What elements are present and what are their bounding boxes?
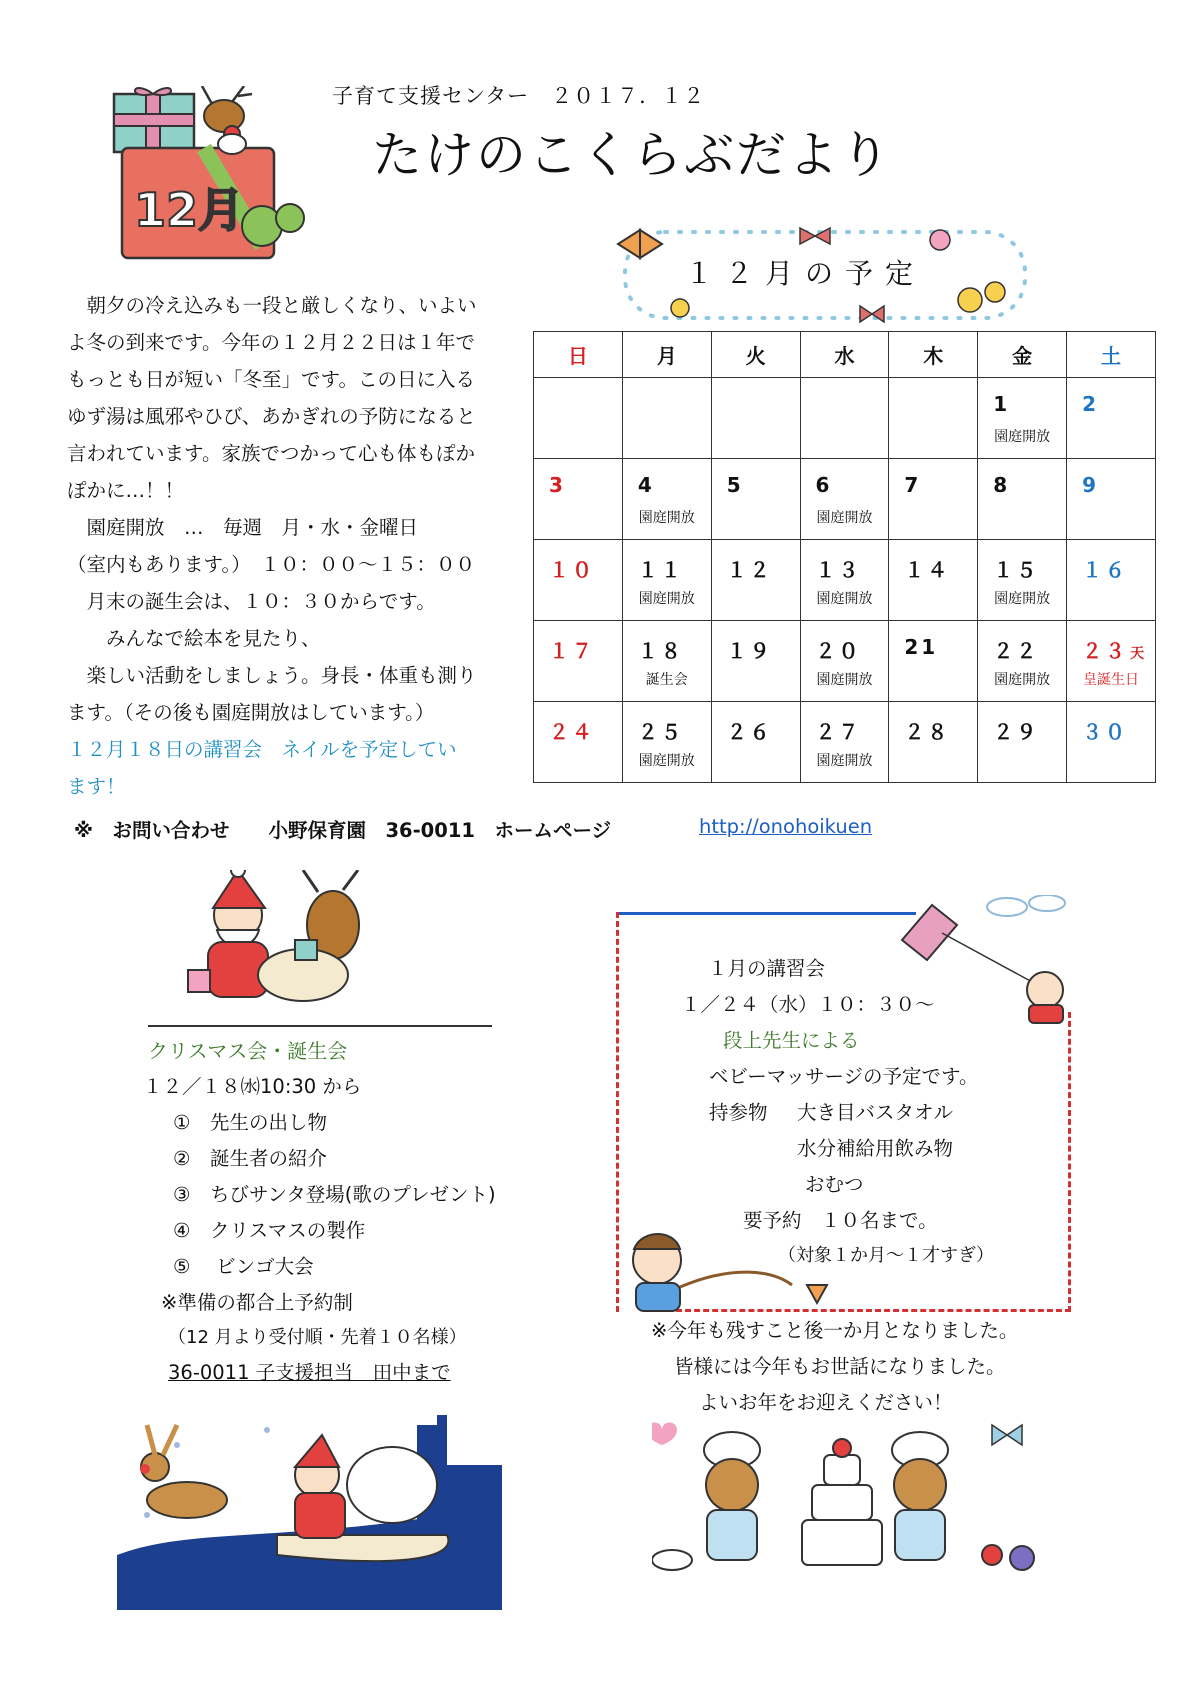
christmas-party-title: クリスマス会・誕生会 bbox=[148, 1039, 348, 1063]
program-item: ① 先生の出し物 bbox=[173, 1111, 327, 1134]
day-event: 誕生会 bbox=[645, 672, 688, 688]
day-number: １６ bbox=[1082, 558, 1129, 582]
day-number: ２７ bbox=[815, 720, 862, 744]
calendar-day-cell bbox=[1067, 621, 1156, 702]
calendar-day-cell bbox=[622, 540, 711, 621]
calendar-day-cell bbox=[534, 621, 623, 702]
calendar-week-row bbox=[534, 540, 1156, 621]
calendar-week-row bbox=[534, 378, 1156, 459]
program-item: ② 誕生者の紹介 bbox=[173, 1147, 327, 1170]
day-number: １２ bbox=[726, 558, 773, 582]
day-number: 8 bbox=[993, 473, 1011, 497]
reservation-required: 要予約 １０名まで。 bbox=[743, 1209, 938, 1232]
calendar-day-cell bbox=[534, 702, 623, 783]
day-number: 9 bbox=[1082, 473, 1099, 497]
reservation-detail: （12 月より受付順・先着１０名様） bbox=[168, 1327, 467, 1348]
calendar-day-cell bbox=[889, 621, 978, 702]
calendar-day-cell bbox=[711, 459, 800, 540]
calendar-day-cell bbox=[711, 702, 800, 783]
calendar-day-cell bbox=[711, 621, 800, 702]
intro-line: ぽかに…！！ bbox=[67, 479, 185, 502]
day-number: １９ bbox=[726, 639, 773, 663]
calendar-day-cell bbox=[978, 378, 1067, 459]
day-number: １１ bbox=[637, 558, 684, 582]
frame-top-edge bbox=[616, 912, 916, 915]
santa-sleigh-night-illustration bbox=[117, 1405, 502, 1610]
program-item: ④ クリスマスの製作 bbox=[173, 1219, 366, 1242]
calendar-day-cell bbox=[800, 540, 889, 621]
day-event: 園庭開放 bbox=[638, 591, 695, 607]
calendar-day-cell bbox=[889, 378, 978, 459]
target-age: （対象１か月～１才すぎ） bbox=[778, 1245, 994, 1266]
intro-line: 月末の誕生会は、１０：３０からです。 bbox=[67, 590, 436, 613]
day-number: 7 bbox=[904, 473, 922, 497]
weekday-header: 日 bbox=[534, 332, 623, 378]
calendar-day-cell bbox=[800, 702, 889, 783]
calendar-day-cell bbox=[978, 540, 1067, 621]
calendar-day-cell bbox=[534, 540, 623, 621]
calendar-day-cell bbox=[1067, 702, 1156, 783]
day-number: 5 bbox=[726, 473, 744, 497]
day-number: ２９ bbox=[993, 720, 1040, 744]
christmas-party-date: １２／１８㈬10:30 から bbox=[143, 1075, 362, 1098]
day-number: １３ bbox=[815, 558, 862, 582]
reservation-note: ※準備の都合上予約制 bbox=[161, 1291, 353, 1314]
day-number: ２２ bbox=[993, 639, 1040, 663]
holiday-event: 皇誕生日 bbox=[1083, 672, 1140, 688]
calendar-day-cell bbox=[711, 540, 800, 621]
intro-line: ゆず湯は風邪やひび、あかぎれの予防になると bbox=[67, 405, 476, 428]
day-number: 1 bbox=[993, 392, 1011, 416]
intro-line: 言われています。家族でつかって心も体もぽか bbox=[67, 442, 475, 465]
day-event: 園庭開放 bbox=[994, 429, 1051, 445]
day-number: 3 bbox=[549, 473, 566, 497]
january-workshop-datetime: １／２４（水）１０：３０～ bbox=[681, 993, 935, 1016]
day-number: ２０ bbox=[815, 639, 862, 663]
contact-line: ※ お問い合わせ 小野保育園 36-0011 ホームページ bbox=[74, 819, 612, 842]
bring-item: 大き目バスタオル bbox=[797, 1101, 954, 1124]
day-number: ２８ bbox=[904, 720, 951, 744]
calendar-day-cell bbox=[889, 459, 978, 540]
day-event: 園庭開放 bbox=[816, 591, 873, 607]
calendar-day-cell bbox=[800, 459, 889, 540]
newsletter-title: たけのこくらぶだより bbox=[372, 126, 892, 184]
intro-line: よ冬の到来です。今年の１２月２２日は１年で bbox=[67, 331, 475, 354]
calendar-day-cell bbox=[1067, 378, 1156, 459]
calendar-day-cell bbox=[1067, 540, 1156, 621]
january-workshop-teacher: 段上先生による bbox=[723, 1029, 860, 1052]
day-number: 6 bbox=[815, 473, 833, 497]
weekday-header: 水 bbox=[800, 332, 889, 378]
bring-item: 水分補給用飲み物 bbox=[797, 1137, 954, 1160]
weekday-header: 木 bbox=[889, 332, 978, 378]
calendar-week-row bbox=[534, 621, 1156, 702]
day-number: ３０ bbox=[1082, 720, 1129, 744]
workshop-highlight-line: １２月１８日の講習会 ネイルを予定してい bbox=[67, 738, 457, 761]
december-gift-badge-illustration bbox=[112, 86, 312, 271]
calendar-weekday-row bbox=[534, 332, 1156, 378]
december-calendar bbox=[533, 331, 1156, 783]
day-event: 園庭開放 bbox=[816, 672, 873, 688]
intro-line: みんなで絵本を見たり、 bbox=[67, 627, 321, 650]
calendar-day-cell bbox=[622, 459, 711, 540]
day-number: ２４ bbox=[549, 720, 595, 744]
calendar-day-cell bbox=[978, 459, 1067, 540]
calendar-day-cell bbox=[1067, 459, 1156, 540]
bears-baking-cake-illustration bbox=[652, 1410, 1042, 1580]
homepage-link[interactable]: http://onohoikuen bbox=[699, 815, 873, 838]
section-divider bbox=[148, 1025, 492, 1027]
calendar-day-cell bbox=[978, 621, 1067, 702]
reservation-contact: 36-0011 子支援担当 田中まで bbox=[168, 1361, 451, 1384]
frame-left-edge bbox=[616, 912, 619, 1312]
santa-reindeer-illustration bbox=[183, 870, 383, 1005]
calendar-day-cell bbox=[978, 702, 1067, 783]
calendar-day-cell bbox=[534, 459, 623, 540]
calendar-day-cell bbox=[800, 621, 889, 702]
calendar-day-cell bbox=[622, 621, 711, 702]
holiday-suffix: 天 bbox=[1130, 646, 1145, 662]
intro-line: 園庭開放 … 毎週 月・水・金曜日 bbox=[67, 516, 419, 539]
day-number: １７ bbox=[549, 639, 595, 663]
calendar-day-cell bbox=[622, 378, 711, 459]
day-event: 園庭開放 bbox=[816, 510, 873, 526]
day-number: ２６ bbox=[726, 720, 773, 744]
day-number: １０ bbox=[549, 558, 595, 582]
calendar-day-cell bbox=[711, 378, 800, 459]
bring-item: おむつ bbox=[805, 1173, 864, 1196]
day-event: 園庭開放 bbox=[638, 753, 695, 769]
day-number: 4 bbox=[637, 473, 655, 497]
closing-line: 皆様には今年もお世話になりました。 bbox=[674, 1355, 1006, 1378]
day-event: 園庭開放 bbox=[816, 753, 873, 769]
day-number: 2 bbox=[1082, 392, 1099, 416]
calendar-day-cell bbox=[889, 702, 978, 783]
calendar-week-row bbox=[534, 459, 1156, 540]
program-item: ③ ちびサンタ登場(歌のプレゼント) bbox=[173, 1183, 496, 1206]
center-name-date: 子育て支援センター ２０１７．１２ bbox=[332, 84, 706, 108]
day-event: 園庭開放 bbox=[994, 672, 1051, 688]
intro-line: もっとも日が短い「冬至」です。この日に入る bbox=[67, 368, 475, 391]
badge-label: 12月 bbox=[134, 183, 245, 237]
weekday-header: 月 bbox=[622, 332, 711, 378]
intro-line: ます。（その後も園庭開放はしています。） bbox=[67, 701, 435, 724]
day-number: １８ bbox=[637, 639, 684, 663]
day-number: １４ bbox=[904, 558, 951, 582]
weekday-header: 土 bbox=[1067, 332, 1156, 378]
schedule-title: １２月の予定 bbox=[685, 257, 926, 290]
calendar-day-cell bbox=[889, 540, 978, 621]
intro-line: （室内もあります。） １０：００～１５：００ bbox=[67, 553, 475, 576]
day-event: 園庭開放 bbox=[994, 591, 1051, 607]
child-spinning-top-illustration bbox=[622, 1225, 852, 1320]
day-event: 園庭開放 bbox=[638, 510, 695, 526]
day-number: ２３ 天 bbox=[1082, 639, 1145, 663]
day-number: ２５ bbox=[637, 720, 684, 744]
closing-line: よいお年をお迎えください！ bbox=[699, 1391, 953, 1414]
intro-line: 朝夕の冷え込みも一段と厳しくなり、いよい bbox=[67, 294, 477, 317]
weekday-header: 金 bbox=[978, 332, 1067, 378]
calendar-day-cell bbox=[534, 378, 623, 459]
calendar-week-row bbox=[534, 702, 1156, 783]
calendar-day-cell bbox=[800, 378, 889, 459]
day-number: １５ bbox=[993, 558, 1040, 582]
program-item: ⑤ ビンゴ大会 bbox=[173, 1255, 314, 1278]
weekday-header: 火 bbox=[711, 332, 800, 378]
january-workshop-topic: ベビーマッサージの予定です。 bbox=[709, 1065, 979, 1088]
intro-line: 楽しい活動をしましょう。身長・体重も測り bbox=[67, 664, 477, 687]
bring-items-label: 持参物 bbox=[709, 1101, 768, 1124]
calendar-day-cell bbox=[622, 702, 711, 783]
day-number: 21 bbox=[904, 635, 939, 659]
workshop-highlight-line: ます！ bbox=[67, 775, 126, 798]
frame-right-edge bbox=[1068, 1012, 1071, 1312]
january-workshop-title: １月の講習会 bbox=[708, 957, 826, 980]
closing-line: ※今年も残すこと後一か月となりました。 bbox=[651, 1319, 1019, 1342]
